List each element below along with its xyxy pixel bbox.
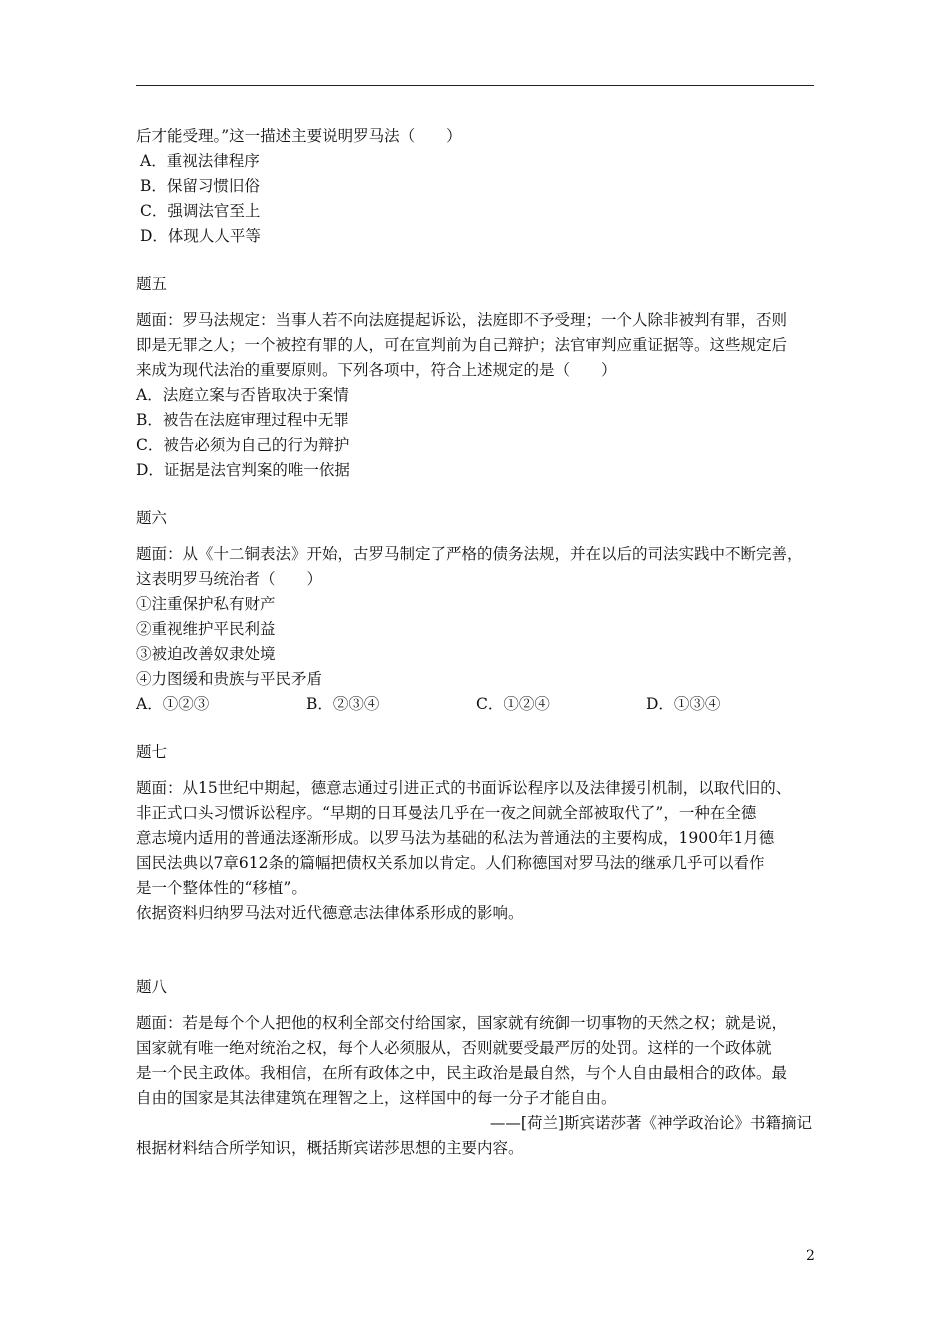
q8-stem-line: 是一个民主政体。我相信，在所有政体之中，民主政治是最自然，与个人自由最相合的政体。最 <box>136 1064 788 1082</box>
question-7 <box>136 740 816 926</box>
q5-option-c: C．被告必须为自己的行为辩护 <box>136 436 350 454</box>
question-6 <box>136 506 816 717</box>
q5-title: 题五 <box>136 275 168 293</box>
q6-item-2: ②重视维护平民利益 <box>136 620 276 638</box>
q6-stem-line: 题面：从《十二铜表法》开始，古罗马制定了严格的债务法规，并在以后的司法实践中不断完善， <box>136 545 803 563</box>
question-4-continuation <box>136 124 816 249</box>
q7-stem-line: 是一个整体性的“移植”。 <box>136 879 307 897</box>
q7-stem-line: 国民法典以7章612条的篇幅把债权关系加以肯定。人们称德国对罗马法的继承几乎可以看作 <box>136 854 765 872</box>
q5-option-b: B．被告在法庭审理过程中无罪 <box>136 411 349 429</box>
q8-question: 根据材料结合所学知识，概括斯宾诺莎思想的主要内容。 <box>136 1139 524 1157</box>
q6-title: 题六 <box>136 509 168 527</box>
q4-option-c: C．强调法官至上 <box>140 202 261 220</box>
q6-options-row <box>136 692 816 717</box>
q7-stem-line: 非正式口头习惯诉讼程序。“早期的日耳曼法几乎在一夜之间就全部被取代了”，一种在全德 <box>136 804 757 822</box>
q5-option-d: D．证据是法官判案的唯一依据 <box>136 461 350 479</box>
q6-option-a: A．①②③ <box>136 695 210 713</box>
q6-option-c: C．①②④ <box>476 695 550 713</box>
q8-stem-line: 自由的国家是其法律建筑在理智之上，这样国中的每一分子才能自由。 <box>136 1089 617 1107</box>
q7-question: 依据资料归纳罗马法对近代德意志法律体系形成的影响。 <box>136 904 524 922</box>
q5-stem-line: 来成为现代法治的重要原则。下列各项中，符合上述规定的是（ ） <box>136 361 617 379</box>
q8-source-citation: ——[荷兰]斯宾诺莎著《神学政治论》书籍摘记 <box>489 1114 812 1132</box>
page-number: 2 <box>806 1248 815 1264</box>
q5-option-a: A．法庭立案与否皆取决于案情 <box>136 386 349 404</box>
header-rule <box>136 85 814 86</box>
q6-item-4: ④力图缓和贵族与平民矛盾 <box>136 670 323 688</box>
q7-stem-line: 题面：从15世纪中期起，德意志通过引进正式的书面诉讼程序以及法律援引机制，以取代旧的、 <box>136 779 792 797</box>
q6-item-1: ①注重保护私有财产 <box>136 595 276 613</box>
page-body <box>136 124 816 1161</box>
q7-stem-line: 意志境内适用的普通法逐渐形成。以罗马法为基础的私法为普通法的主要构成，1900年1月德 <box>136 829 775 847</box>
q6-item-3: ③被迫改善奴隶处境 <box>136 645 276 663</box>
q5-stem-line: 题面：罗马法规定：当事人若不向法庭提起诉讼，法庭即不予受理；一个人除非被判有罪，否则 <box>136 311 788 329</box>
q4-option-a: A．重视法律程序 <box>140 152 260 170</box>
q5-stem-line: 即是无罪之人；一个被控有罪的人，可在宣判前为自己辩护；法官审判应重证据等。这些规定后 <box>136 336 788 354</box>
q8-stem-line: 题面：若是每个个人把他的权利全部交付给国家，国家就有统御一切事物的天然之权；就是说， <box>136 1014 788 1032</box>
question-8 <box>136 975 816 1161</box>
q8-stem-line: 国家就有唯一绝对统治之权，每个人必须服从，否则就要受最严厉的处罚。这样的一个政体就 <box>136 1039 772 1057</box>
q8-title: 题八 <box>136 978 168 996</box>
q4-option-d: D．体现人人平等 <box>140 227 261 245</box>
q6-option-b: B．②③④ <box>306 695 380 713</box>
q4-option-b: B．保留习惯旧俗 <box>140 177 260 195</box>
q4-stem-tail: 后才能受理。”这一描述主要说明罗马法（ ） <box>136 127 462 145</box>
question-5 <box>136 272 816 483</box>
q7-title: 题七 <box>136 743 168 761</box>
q6-option-d: D．①③④ <box>646 695 721 713</box>
q6-stem-line: 这表明罗马统治者（ ） <box>136 570 323 588</box>
